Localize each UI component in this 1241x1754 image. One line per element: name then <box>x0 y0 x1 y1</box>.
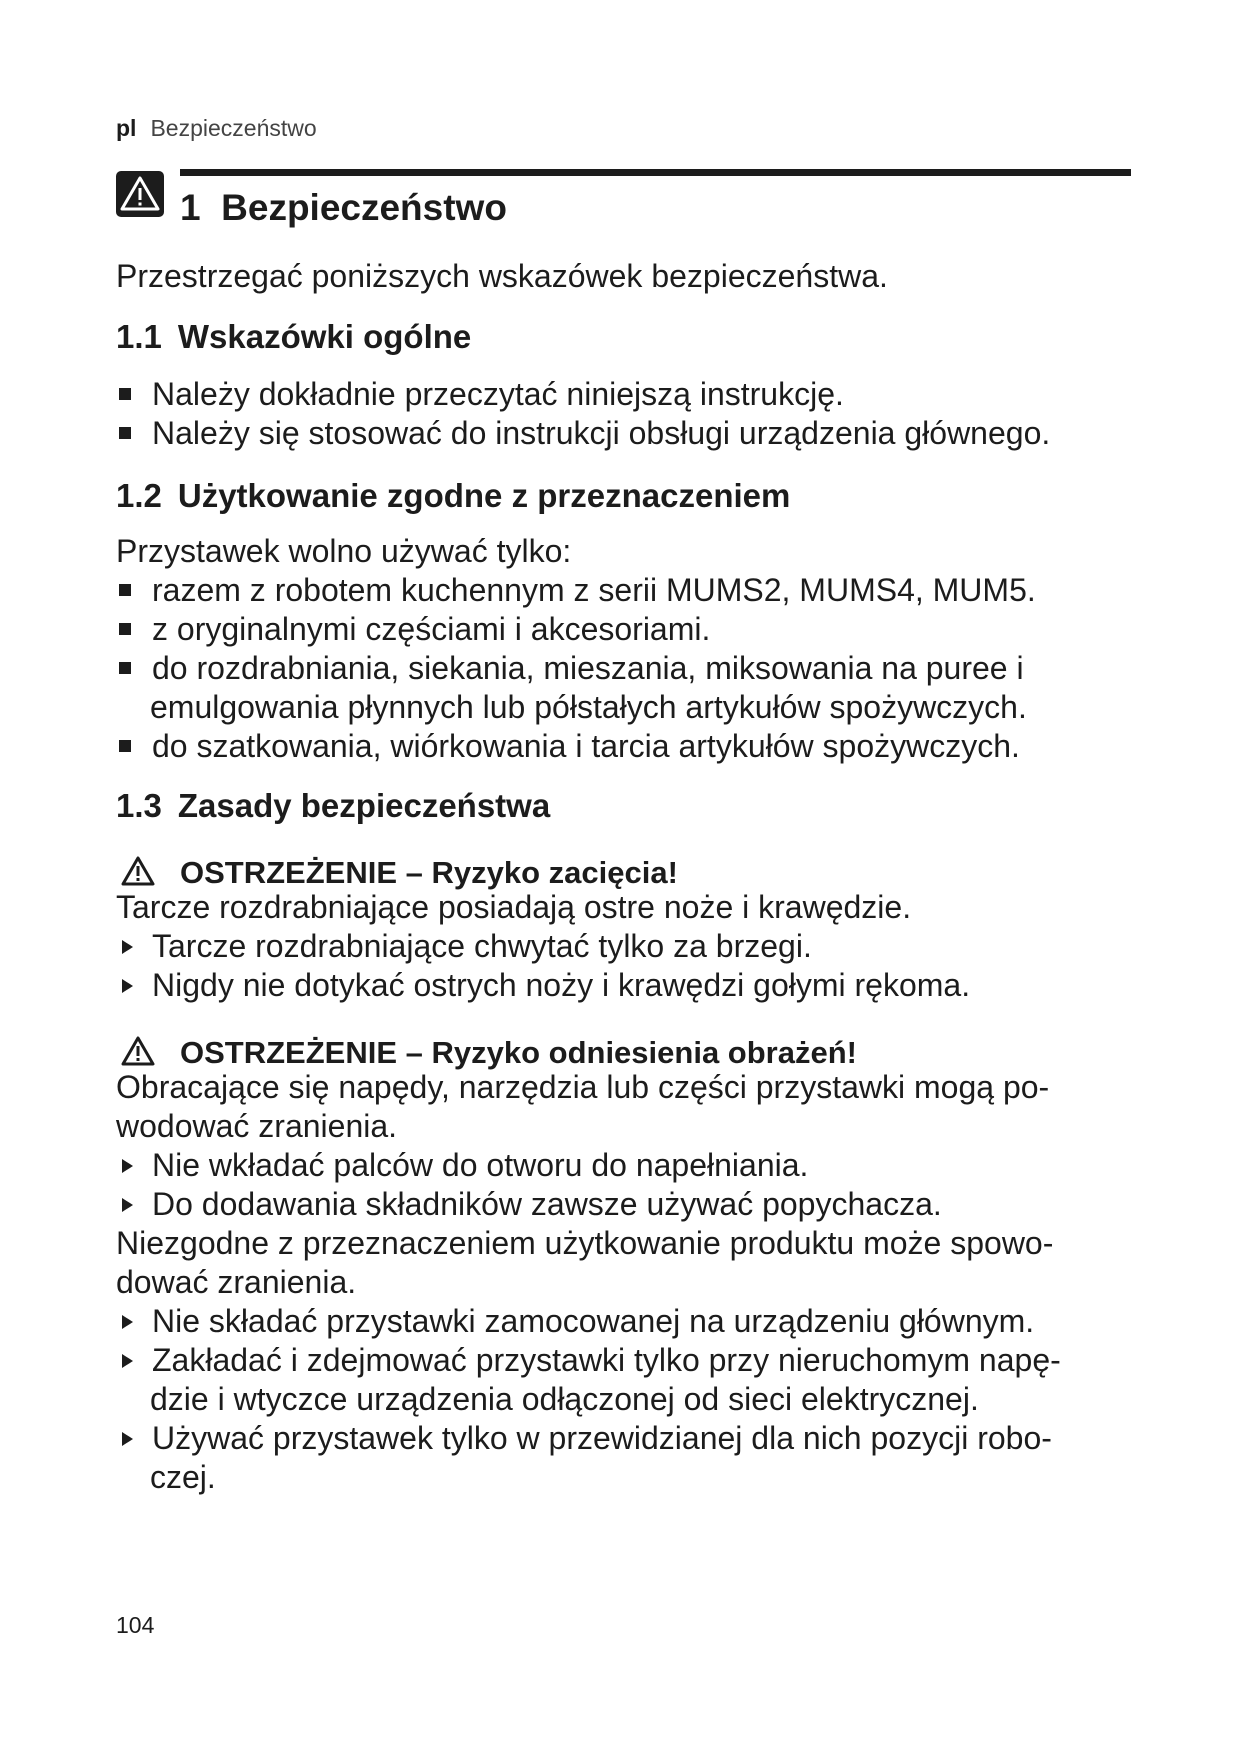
warning-triangle-icon <box>120 1035 156 1067</box>
section-title: Użytkowanie zgodne z przeznaczeniem <box>177 477 791 514</box>
arrow-icon <box>122 979 133 993</box>
arrow-icon <box>122 1198 133 1212</box>
chapter-rule <box>180 169 1131 176</box>
warning-icon <box>116 171 164 217</box>
warning-title: OSTRZEŻENIE – Ryzyko odniesienia obrażeń! <box>180 1035 857 1070</box>
arrow-icon <box>122 1432 133 1446</box>
warning-text-line: Obracające się napędy, narzędzia lub części przystawki mogą po- <box>116 1069 1050 1105</box>
bullet-icon <box>119 623 131 635</box>
warning-text-line: Niezgodne z przeznaczeniem użytkowanie produktu może spowo- <box>116 1225 1054 1261</box>
list-item-continuation: emulgowania płynnych lub półstałych artykułów spożywczych. <box>150 689 1027 725</box>
bullet-icon <box>119 584 131 596</box>
warning-text: Tarcze rozdrabniające posiadają ostre noże i krawędzie. <box>116 889 912 925</box>
warning-text-line: dować zranienia. <box>116 1264 357 1300</box>
warning-triangle-icon <box>120 855 156 887</box>
page-number: 104 <box>116 1612 155 1638</box>
arrow-icon <box>122 1159 133 1173</box>
arrow-icon <box>122 1315 133 1329</box>
warning-title: OSTRZEŻENIE – Ryzyko zacięcia! <box>180 855 678 890</box>
chapter-number: 1 <box>180 187 201 228</box>
bullet-icon <box>119 740 131 752</box>
bullet-icon <box>119 427 131 439</box>
section-heading-1-3 <box>116 786 550 826</box>
warning-text-line: wodować zranienia. <box>116 1108 398 1144</box>
section-heading-1-2 <box>116 476 790 516</box>
arrow-icon <box>122 1354 133 1368</box>
section-number: 1.2 <box>116 477 162 514</box>
bullet-icon <box>119 662 131 674</box>
intro-text: Przestrzegać poniższych wskazówek bezpieczeństwa. <box>116 258 888 294</box>
section-heading-1-1 <box>116 317 471 357</box>
language-code: pl <box>116 115 137 141</box>
bullet-icon <box>119 388 131 400</box>
section-intro-text: Przystawek wolno używać tylko: <box>116 533 572 569</box>
running-header-title: Bezpieczeństwo <box>150 115 317 141</box>
chapter-title <box>180 186 507 230</box>
section-number: 1.3 <box>116 787 162 824</box>
section-number: 1.1 <box>116 318 162 355</box>
section-title: Wskazówki ogólne <box>177 318 472 355</box>
arrow-icon <box>122 940 133 954</box>
chapter-title-text: Bezpieczeństwo <box>221 187 507 228</box>
action-item-continuation: dzie i wtyczce urządzenia odłączonej od sieci elektrycznej. <box>150 1381 979 1417</box>
action-item-continuation: czej. <box>150 1459 216 1495</box>
section-title: Zasady bezpieczeństwa <box>177 787 551 824</box>
running-header <box>116 115 317 141</box>
